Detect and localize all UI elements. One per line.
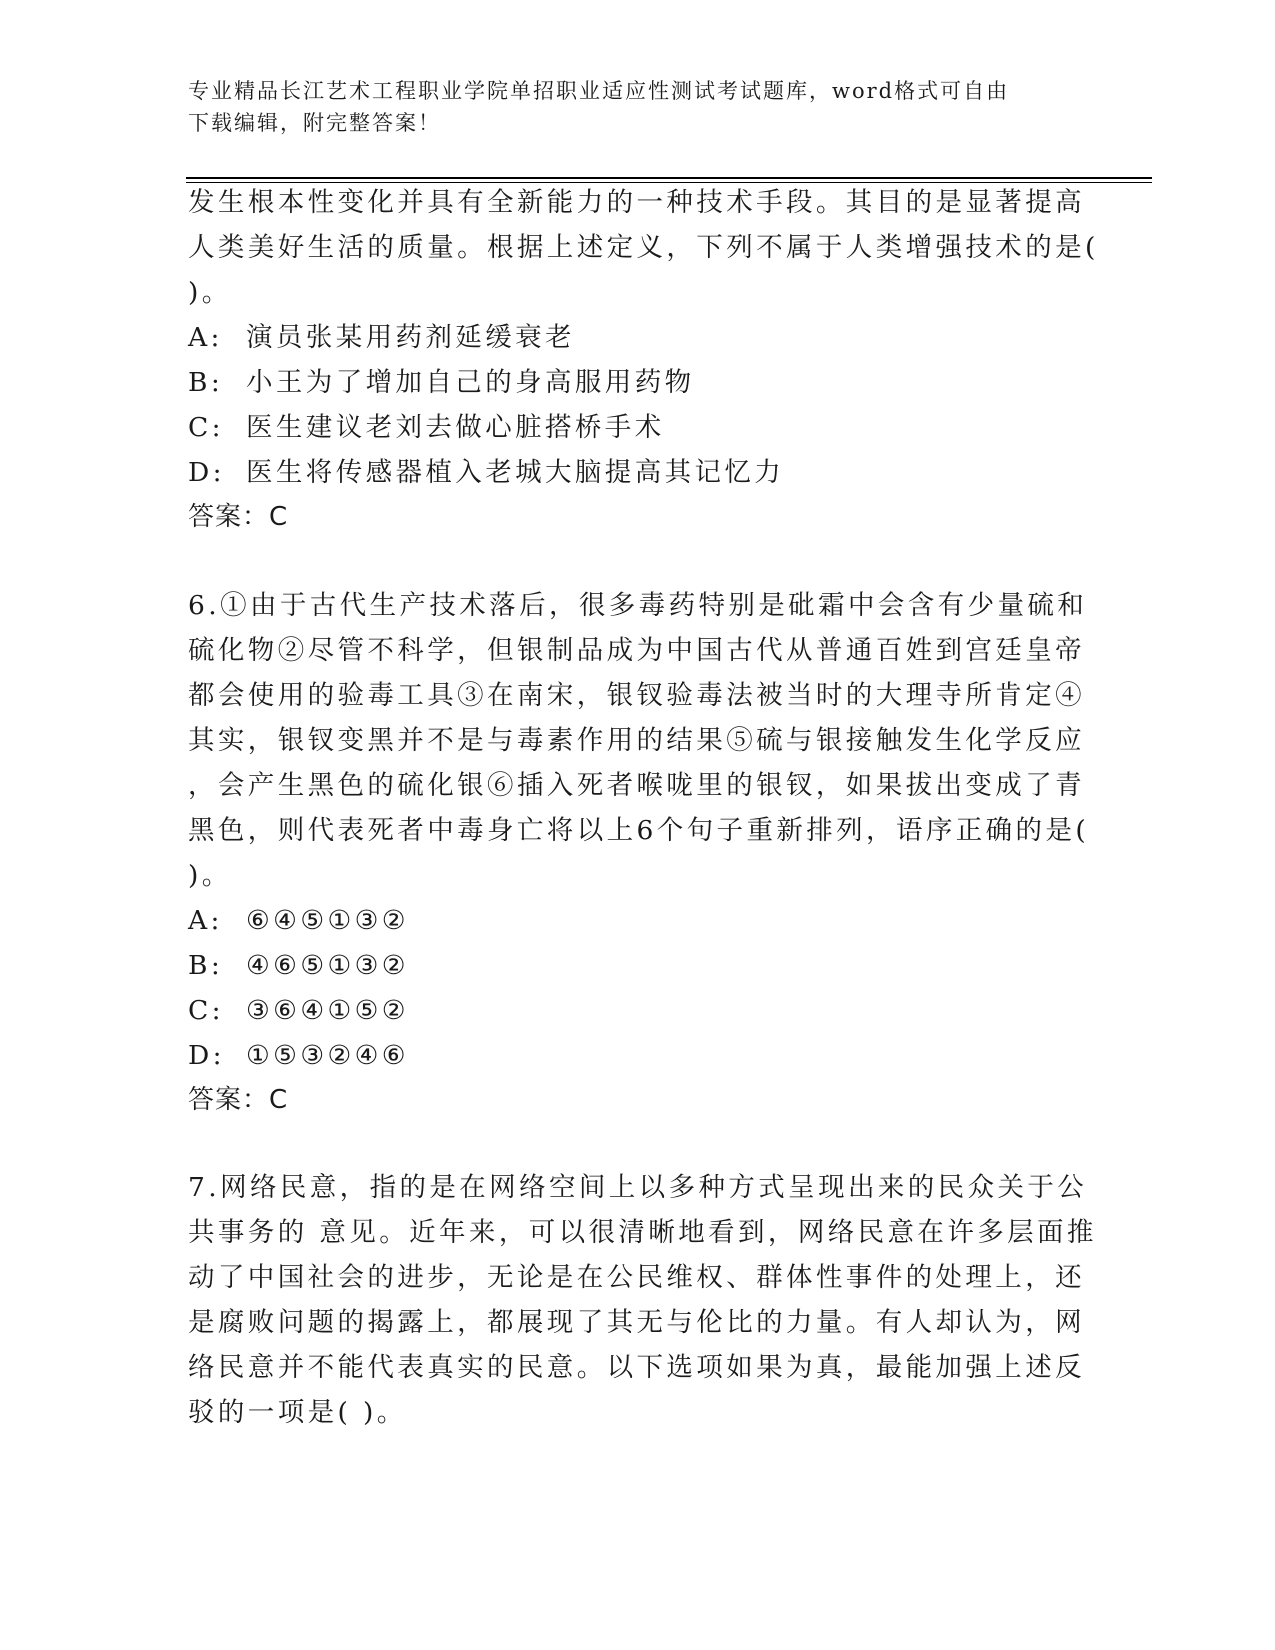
question-7 bbox=[188, 1165, 1097, 1435]
question-stem-line: 7.网络民意，指的是在网络空间上以多种方式呈现出来的民众关于公 bbox=[188, 1172, 1088, 1203]
option-text: ⑥④⑤①③② bbox=[246, 905, 409, 936]
question-stem-line: 驳的一项是( )。 bbox=[188, 1397, 407, 1428]
option-d bbox=[188, 1033, 1078, 1078]
question-stem-line: 都会使用的验毒工具③在南宋，银钗验毒法被当时的大理寺所肯定④ bbox=[188, 680, 1085, 711]
option-text: ④⑥⑤①③② bbox=[246, 950, 409, 981]
option-text: 医生建议老刘去做心脏搭桥手术 bbox=[246, 412, 665, 443]
option-text: ③⑥④①⑤② bbox=[246, 995, 409, 1026]
header-line-2: 下载编辑，附完整答案！ bbox=[188, 111, 441, 135]
question-stem-line: 络民意并不能代表真实的民意。以下选项如果为真，最能加强上述反 bbox=[188, 1352, 1085, 1383]
option-text: 小王为了增加自己的身高服用药物 bbox=[246, 367, 695, 398]
question-stem-line: 人类美好生活的质量。根据上述定义，下列不属于人类增强技术的是( bbox=[188, 232, 1099, 263]
option-c bbox=[188, 405, 1078, 450]
option-b bbox=[188, 943, 1078, 988]
question-5 bbox=[188, 180, 1099, 540]
question-stem-line: 6.①由于古代生产技术落后，很多毒药特别是砒霜中会含有少量硫和 bbox=[188, 590, 1088, 621]
question-stem-line: )。 bbox=[188, 277, 232, 308]
option-c bbox=[188, 988, 1078, 1033]
question-stem-line: 发生根本性变化并具有全新能力的一种技术手段。其目的是显著提高 bbox=[188, 187, 1085, 218]
question-stem-line: 共事务的 意见。近年来，可以很清晰地看到，网络民意在许多层面推 bbox=[188, 1217, 1097, 1248]
question-stem-line: 硫化物②尽管不科学，但银制品成为中国古代从普通百姓到宫廷皇帝 bbox=[188, 635, 1085, 666]
option-text: 演员张某用药剂延缓衰老 bbox=[246, 322, 575, 353]
question-stem-line: 黑色，则代表死者中毒身亡将以上6个句子重新排列，语序正确的是( bbox=[188, 815, 1090, 846]
answer-line: 答案：C bbox=[188, 502, 289, 532]
option-b bbox=[188, 360, 1078, 405]
header-divider bbox=[186, 177, 1152, 179]
option-text: ①⑤③②④⑥ bbox=[246, 1040, 409, 1071]
question-stem-line: 是腐败问题的揭露上，都展现了其无与伦比的力量。有人却认为，网 bbox=[188, 1307, 1085, 1338]
question-stem-line: )。 bbox=[188, 860, 232, 891]
option-label: B: bbox=[188, 367, 224, 398]
answer-line: 答案：C bbox=[188, 1085, 289, 1115]
question-stem-line: 其实，银钗变黑并不是与毒素作用的结果⑤硫与银接触发生化学反应 bbox=[188, 725, 1085, 756]
page-header bbox=[188, 75, 1068, 139]
option-label: C: bbox=[188, 412, 225, 443]
option-a bbox=[188, 898, 1078, 943]
question-6 bbox=[188, 583, 1090, 1123]
header-line-1: 专业精品长江艺术工程职业学院单招职业适应性测试考试题库，word格式可自由 bbox=[188, 79, 1010, 103]
option-label: C: bbox=[188, 995, 225, 1026]
option-a bbox=[188, 315, 1078, 360]
option-label: D: bbox=[188, 1040, 225, 1071]
option-label: A: bbox=[188, 905, 223, 936]
option-d bbox=[188, 450, 1078, 495]
option-text: 医生将传感器植入老城大脑提高其记忆力 bbox=[246, 457, 785, 488]
question-stem-line: ，会产生黑色的硫化银⑥插入死者喉咙里的银钗，如果拔出变成了青 bbox=[188, 770, 1085, 801]
question-stem-line: 动了中国社会的进步，无论是在公民维权、群体性事件的处理上，还 bbox=[188, 1262, 1085, 1293]
option-label: A: bbox=[188, 322, 223, 353]
option-label: B: bbox=[188, 950, 224, 981]
option-label: D: bbox=[188, 457, 225, 488]
